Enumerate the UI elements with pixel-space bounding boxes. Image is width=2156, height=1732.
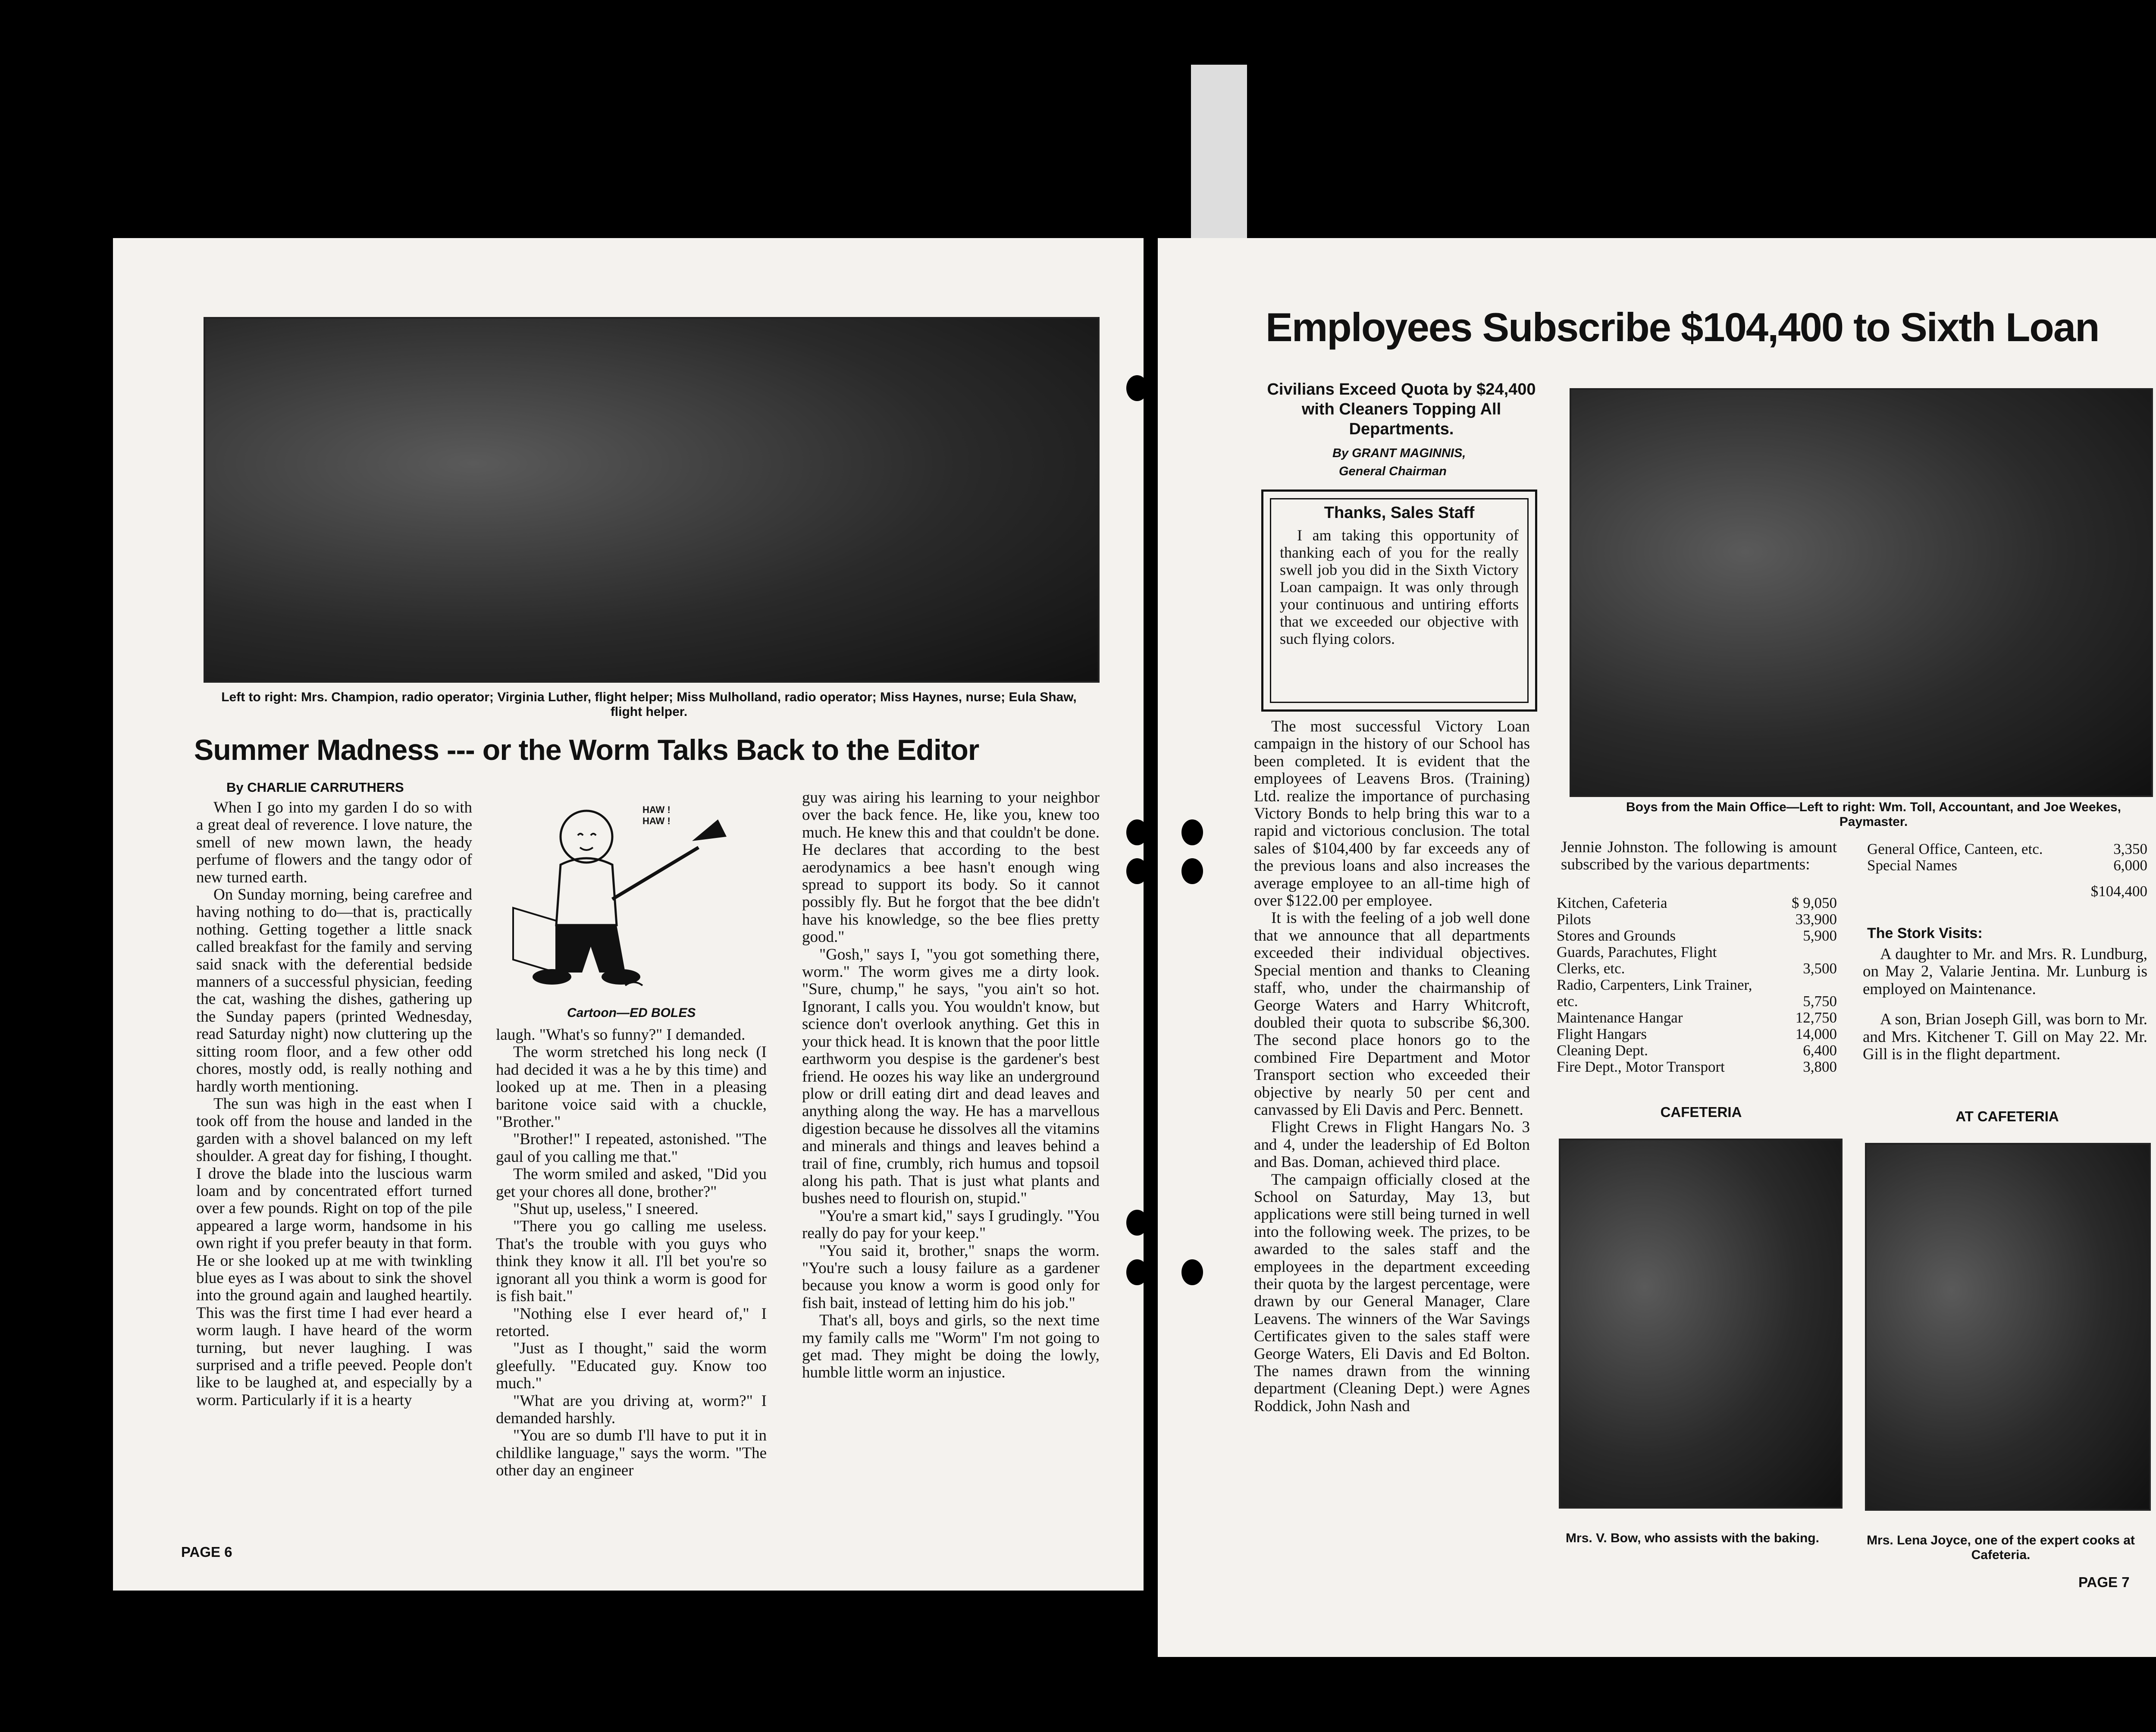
paragraph: The worm stretched his long neck (I had decided it was a he by this time) and looked up at me. Then in a pleasing baritone voice said with a chuckle, "Brother." — [496, 1043, 767, 1131]
byline-right: By GRANT MAGINNIS, — [1332, 446, 1466, 460]
worm-cartoon-drawing — [496, 796, 750, 1003]
paragraph: On Sunday morning, being carefree and having nothing to do—that is, practically nothing. Getting together a little snack called breakfast for the family and serving said snack with the deferential bedside manners of a successful physician, feeding the cat, washing the dishes, gathering up the Sunday papers (printed Wednesday, read Saturday night) now cluttering up the sitting room floor, and a few other odd chores, mostly odd, is really nothing and hardly worth mentioning. — [196, 886, 472, 1095]
paragraph: The campaign officially closed at the School on Saturday, May 13, but applications were still being turned in well into the following week. The prizes, to be awarded to the sales staff and the employees in the department exceeding their quota by the largest percentage, were drawn by our General Manager, Clare Leavens. The winners of the War Savings Certificates given to the sales staff were George Waters, Eli Davis and Ed Bolton. The names drawn from the winning department (Cleaning Dept.) were Agnes Roddick, John Nash and — [1254, 1170, 1530, 1415]
paragraph: A son, Brian Joseph Gill, was born to Mr. and Mrs. Kitchener T. Gill on May 22. Mr. Gill is in the flight department. — [1863, 1010, 2147, 1064]
thanks-box-text: I am taking this opportunity of thanking each of you for the really swell job you did in the Sixth Victory Loan campaign. It was only through your continuous and untiring efforts that we exceeded our objective with such flying colors. — [1280, 527, 1519, 647]
thanks-box-inner — [1270, 498, 1529, 703]
main-office-photo — [1570, 388, 2153, 797]
article-title: Summer Madness --- or the Worm Talks Back to the Editor — [194, 734, 979, 766]
stork-title: The Stork Visits: — [1867, 925, 1983, 941]
paragraph: "There you go calling me useless. That's the trouble with you guys who think they know it all. I'll bet you're so ignorant all you think a worm is good for is fish bait." — [496, 1217, 767, 1305]
stork-text — [1863, 946, 2147, 1063]
paragraph: Flight Crews in Flight Hangars No. 3 and 4, under the leadership of Ed Bolton and Bas. Doman, achieved third place. — [1254, 1118, 1530, 1171]
main-office-caption: Boys from the Main Office—Left to right: Wm. Toll, Accountant, and Joe Weekes, Paymaster. — [1626, 800, 2121, 829]
punch-hole — [1126, 858, 1148, 884]
subhead: Civilians Exceed Quota by $24,400 with Cleaners Topping All Departments. — [1267, 380, 1536, 438]
paragraph: It is with the feeling of a job well done that we announce that all departments exceeded their individual objectives. Special mention and thanks to Cleaning staff, who, under the chairmanship of George Waters and Harry Whitcroft, doubled their quota to subscribe $6,300. The second place honors go to the combined Fire Department and Motor Transport section who exceeded their objective by nearly 50 per cent and canvassed by Eli Davis and Perc. Bennett. — [1254, 909, 1530, 1119]
paragraph: "What are you driving at, worm?" I demanded harshly. — [496, 1392, 767, 1427]
departments-table-continued — [1867, 841, 2147, 900]
departments-table — [1557, 895, 1837, 1075]
binding-tab — [1191, 65, 1247, 259]
table-row: Cleaning Dept. 6,400 — [1557, 1042, 1837, 1059]
paragraph: The worm smiled and asked, "Did you get your chores all done, brother?" — [496, 1165, 767, 1201]
punch-hole — [1181, 1259, 1203, 1285]
cafeteria-caption-1: Mrs. V. Bow, who assists with the baking. — [1566, 1531, 1819, 1545]
group-photo — [204, 317, 1100, 683]
cartoon — [496, 796, 750, 1003]
thanks-box — [1261, 489, 1537, 712]
cafeteria-photo-1 — [1559, 1139, 1843, 1509]
table-row: Special Names 6,000 — [1867, 857, 2147, 874]
paragraph: "Just as I thought," said the worm gleefully. "Educated guy. Know too much." — [496, 1340, 767, 1393]
total-row — [1867, 883, 2147, 900]
punch-hole — [1126, 375, 1148, 401]
paragraph: guy was airing his learning to your neighbor over the back fence. He, like you, knew too much. He knew this and that couldn't be done. He declares that according to the best aerodynamics a bee hasn't enough wing spread to support its body. So it cannot possibly fly. But he forgot that the bee didn't have his knowledge, so the bee flies pretty good." — [802, 789, 1100, 946]
photo-caption: Left to right: Mrs. Champion, radio operator; Virginia Luther, flight helper; Miss Mulholland, radio operator; Miss Haynes, nurse; Eula Shaw, flight helper. — [221, 690, 1077, 719]
paragraph: When I go into my garden I do so with a great deal of reverence. I love nature, the smell of new mown lawn, the heady perfume of flowers and the tangy odor of new turned earth. — [196, 799, 472, 886]
byline: By CHARLIE CARRUTHERS — [226, 780, 404, 795]
punch-hole — [1126, 1259, 1148, 1285]
table-row: Pilots 33,900 — [1557, 911, 1837, 928]
punch-hole — [1181, 819, 1203, 845]
paragraph: "You said it, brother," snaps the worm. "You're such a lousy failure as a gardener because you know a worm is good only for fish bait, instead of letting him do his job." — [802, 1242, 1100, 1312]
paragraph: The sun was high in the east when I took off from the house and landed in the garden with a shovel balanced on my left shoulder. A great day for fishing, I thought. I drove the blade into the luscious warm loam and by concentrated effort turned over a few pounds. Right on top of the pile appeared a large worm, handsome in his own right if you prefer beauty in that form. He or she looked up at me with twinkling blue eyes as I was about to sink the shovel into the ground again and laughed heartily. This was the first time I had ever heard a worm laugh. I have heard of the worm turning, but never laughing. I was surprised and a trifle peeved. People don't like to be laughed at, and especially by a worm. Particularly if it is a hearty — [196, 1095, 472, 1409]
cartoon-speech: HAW ! HAW ! — [642, 804, 671, 826]
paragraph: "You're a smart kid," says I grudingly. "You really do pay for your keep." — [802, 1207, 1100, 1243]
paragraph: A daughter to Mr. and Mrs. R. Lundburg, on May 2, Valarie Jentina. Mr. Lunburg is employed on Maintenance. — [1863, 945, 2147, 998]
column-3 — [802, 789, 1100, 1382]
table-row: Stores and Grounds 5,900 — [1557, 927, 1837, 944]
paragraph: That's all, boys and girls, so the next time my family calls me "Worm" I'm not going to get mad. They might be doing the lowly, humble little worm an injustice. — [802, 1312, 1100, 1382]
paragraph: "You are so dumb I'll have to put it in childlike language," says the worm. "The other day an engineer — [496, 1427, 767, 1480]
paragraph: "Brother!" I repeated, astonished. "The gaul of you calling me that." — [496, 1130, 767, 1166]
punch-hole — [1181, 858, 1203, 884]
cafeteria-caption-2: Mrs. Lena Joyce, one of the expert cooks at Cafeteria. — [1867, 1533, 2135, 1562]
page-number-left: PAGE 6 — [181, 1544, 232, 1560]
table-row: Flight Hangars 14,000 — [1557, 1026, 1837, 1042]
table-row: Guards, Parachutes, Flight Clerks, etc. 3,500 — [1557, 944, 1837, 977]
headline: Employees Subscribe $104,400 to Sixth Loan — [1266, 304, 2099, 350]
column-1 — [196, 799, 472, 1409]
page-number-right: PAGE 7 — [2078, 1574, 2130, 1590]
thanks-box-title: Thanks, Sales Staff — [1324, 504, 1475, 522]
cafeteria-label-1: CAFETERIA — [1660, 1104, 1742, 1120]
paragraph: laugh. "What's so funny?" I demanded. — [496, 1026, 746, 1044]
punch-hole — [1126, 1210, 1148, 1236]
table-row: Fire Dept., Motor Transport 3,800 — [1557, 1058, 1837, 1075]
table-row: General Office, Canteen, etc. 3,350 — [1867, 841, 2147, 857]
punch-hole — [1126, 819, 1148, 845]
byline-title: General Chairman — [1339, 464, 1447, 478]
column-2 — [496, 1026, 767, 1480]
total-amount: $104,400 — [2090, 883, 2147, 900]
cartoon-credit: Cartoon—ED BOLES — [567, 1006, 696, 1020]
paragraph: The most successful Victory Loan campaign in the history of our School has been completed. It is evident that the employees of Leavens Bros. (Training) Ltd. realize the importance of purchasing Victory Bonds to help bring this war to a rapid and victorious conclusion. The total sales of $104,400 by far exceeds any of the previous loans and also increases the average employee to an all-time high of over $122.00 per employee. — [1254, 718, 1530, 910]
paragraph: "Shut up, useless," I sneered. — [513, 1200, 699, 1218]
table-row: Radio, Carpenters, Link Trainer, etc. 5,750 — [1557, 976, 1837, 1010]
loan-body — [1254, 718, 1530, 1415]
table-row: Kitchen, Cafeteria $ 9,050 — [1557, 894, 1837, 911]
departments-intro: Jennie Johnston. The following is amount subscribed by the various departments: — [1561, 838, 1837, 874]
cafeteria-label-2: AT CAFETERIA — [1955, 1108, 2059, 1124]
cafeteria-photo-2 — [1865, 1143, 2151, 1511]
paragraph: "Nothing else I ever heard of," I retorted. — [496, 1305, 767, 1340]
paragraph: "Gosh," says I, "you got something there, worm." The worm gives me a dirty look. "Sure, chump," he says, "you ain't so hot. Ignorant, I calls you. You wouldn't know, but science don't overlook anything. Get this in your thick head. It is known that the poor little earthworm you despise is the gardener's best friend. He oozes his way like an underground plow or drill eating dirt and dead leaves and anything along the way. He has a marvellous digestion because he dissolves all the vitamins and minerals and things and leaves behind a trail of fine, crumbly, rich humus and topsoil along his path. That is just what plants and bushes need to flourish on, stupid." — [802, 945, 1100, 1208]
table-row: Maintenance Hangar 12,750 — [1557, 1009, 1837, 1026]
